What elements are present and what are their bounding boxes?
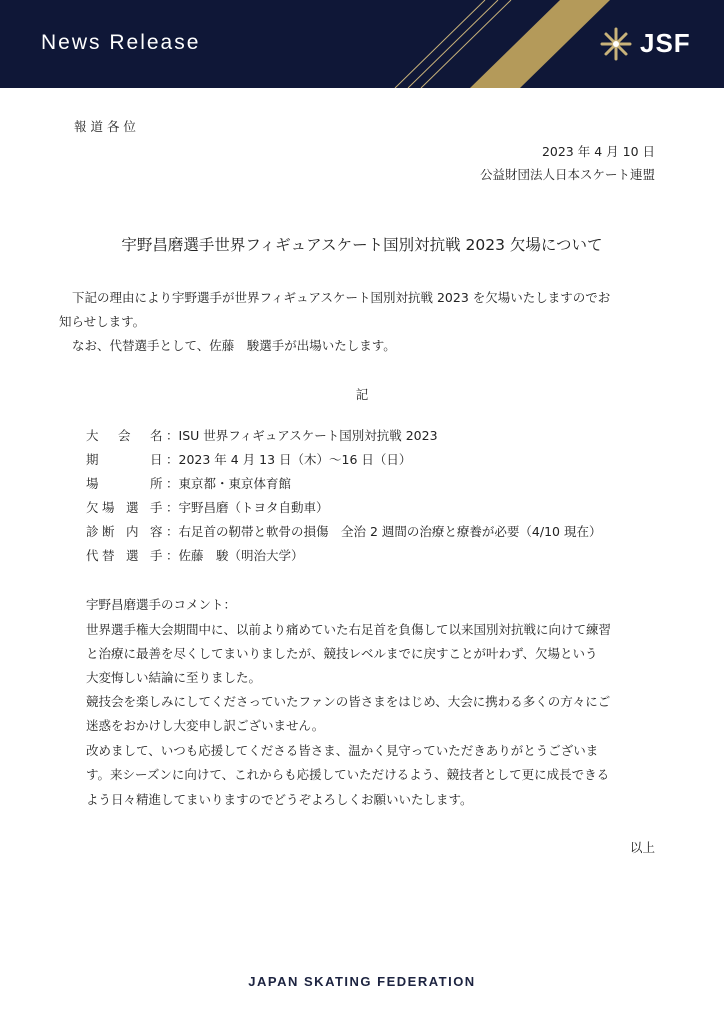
comment-line: よう日々精進してまいりますのでどうぞよろしくお願いいたします。 [86,792,473,807]
comment-line: 世界選手権大会期間中に、以前より痛めていた右足首を負傷して以来国別対抗戦に向けて練習 [86,622,612,637]
comment-heading: 宇野昌磨選手のコメント： [86,597,237,612]
news-release-header [0,0,724,88]
comment-line: 改めまして、いつも応援してくださる皆さま、温かく見守っていただきありがとうございま [86,743,599,758]
intro-line-2: 知らせします。 [59,314,146,329]
comment-line: と治療に最善を尽くしてまいりましたが、競技レベルまでに戻すことが叶わず、欠場という [86,646,598,661]
header-title: News Release [41,31,201,54]
detail-value: ：ISU 世界フィギュアスケート国別対抗戦 2023 [166,428,438,443]
intro-line-1: 下記の理由により宇野選手が世界フィギュアスケート国別対抗戦 2023 を欠場いたしますのでお [72,290,611,305]
document-title: 宇野昌磨選手世界フィギュアスケート国別対抗戦 2023 欠場について [121,236,603,254]
detail-value: ：右足首の靭帯と軟骨の損傷 全治 2 週間の治療と療養が必要（4/10 現在） [166,524,602,539]
ki-heading: 記 [355,387,369,402]
detail-value: ：宇野昌磨（トヨタ自動車） [166,500,329,515]
detail-value: ：東京都・東京体育館 [166,476,292,491]
jsf-logo-text: JSF [640,28,691,58]
comment-line: す。来シーズンに向けて、これからも応援していただけるよう、競技者として更に成長できる [86,767,610,782]
organization-name: 公益財団法人日本スケート連盟 [479,167,655,182]
jsf-star-logo-icon [598,26,634,62]
closing-mark: 以上 [629,840,655,855]
comment-line: 大変悔しい結論に至りました。 [86,670,262,685]
intro-line-3: なお、代替選手として、佐藤 駿選手が出場いたします。 [72,338,396,353]
comment-line: 迷惑をおかけし大変申し訳ございません。 [86,718,325,733]
release-date: 2023 年 4 月 10 日 [541,144,655,159]
comment-line: 競技会を楽しみにしてくださっていたファンの皆さまをはじめ、大会に携わる多くの方々にご [86,694,611,709]
addressee: 報 道 各 位 [74,119,136,134]
detail-value: ：佐藤 駿（明治大学） [166,548,304,563]
footer-federation-name: JAPAN SKATING FEDERATION [248,974,476,989]
detail-value: ：2023 年 4 月 13 日（木）～16 日（日） [166,452,412,467]
jsf-logo [598,26,708,62]
